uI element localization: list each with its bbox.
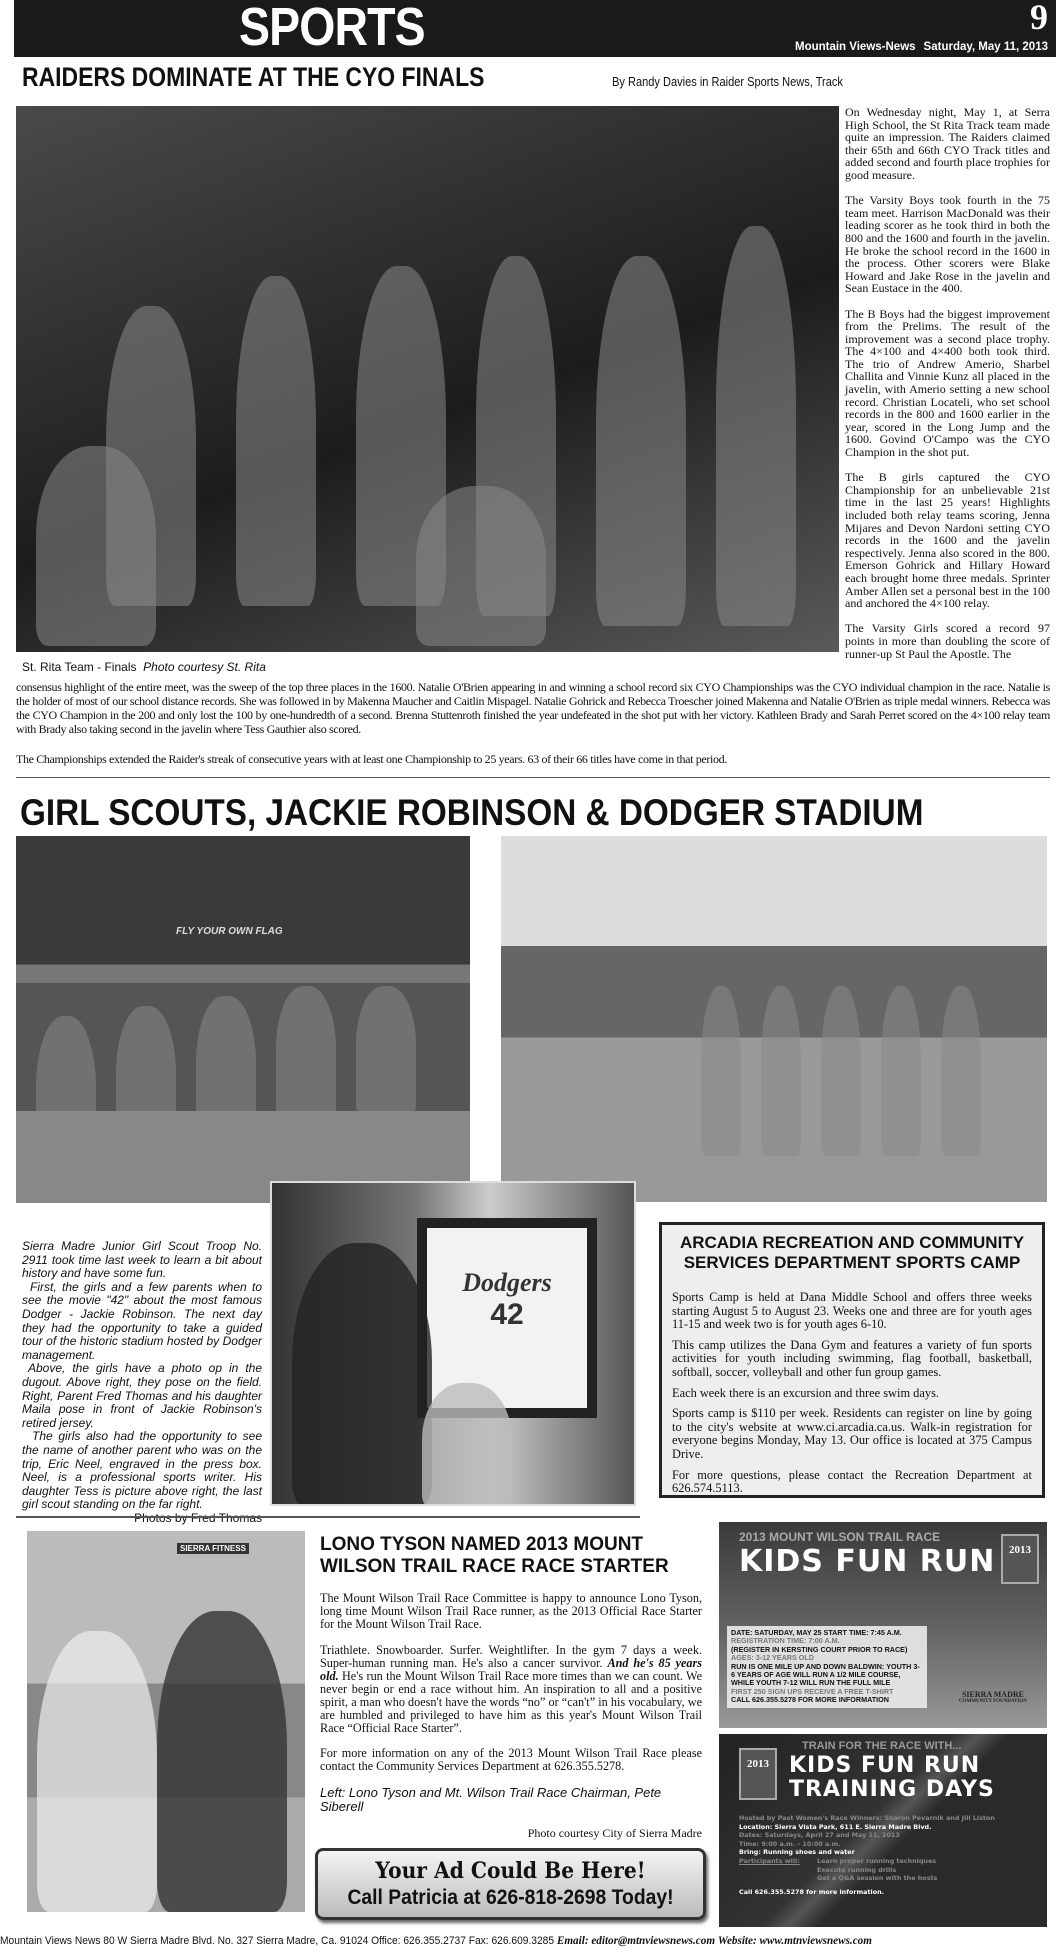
raiders-closing: The Championships extended the Raider's streak of consecutive years with at least one Championship to 25 years. 63 of their 66 titles have come in that period. bbox=[16, 752, 727, 766]
detail-line: Execute running drills bbox=[817, 1865, 897, 1874]
paper-name: Mountain Views-News bbox=[794, 41, 916, 53]
text: Triathlete. Snowboarder. Surfer. Weightlifter. In the gym 7 days a week. Super-human running man. He's also a cancer survivor. bbox=[320, 1642, 702, 1670]
text: He's run the Mount Wilson Trail Race more times than we can count. We never begin or end a race without him. An inspiration to all and a positive spirit, a man who doesn't have the words “no” or “can't” in his vocabulary, we are humbled and privileged to have him as this year's Mount Wilson Trail Race “Official Race Starter”. bbox=[320, 1668, 702, 1735]
paragraph: This camp utilizes the Dana Gym and features a variety of fun sports activities for youth including swimming, flag football, basketball, softball, soccer, volleyball and other fun group games. bbox=[672, 1337, 1032, 1379]
section-header bbox=[14, 0, 1056, 57]
raiders-byline: By Randy Davies in Raider Sports News, Track bbox=[612, 74, 843, 89]
training-days-flyer bbox=[719, 1734, 1047, 1927]
store-sign: SIERRA FITNESS bbox=[177, 1543, 249, 1554]
raiders-continuation: consensus highlight of the entire meet, was the sweep of the top three places in the 1600. Natalie O'Brien appearing in and winning a school record six CYO Championships was the CYO individual champion in the race. Natalie is the holder of most of our school distance records. She was followed in by Makenna Maucher and Caitlin Mispagel. Natalie Gohrick and Rebecca Troescher joined Makenna and Natalie O'Brien as triple medal winners. Rebecca was the CYO Champion in the 200 and only lost the 100 by one-hundredth of a second. Brenna Stuttenroth finished the year undefeated in the shot put with her victory. Kathleen Brady and Sarah Perret scored on the 4×100 relay team with Brady also taking second in the javelin where Tess Gauthier also scored. bbox=[16, 680, 1050, 736]
raiders-column bbox=[845, 106, 1050, 673]
detail-line: Learn proper running techniques bbox=[817, 1856, 937, 1865]
kids-fun-run-flyer bbox=[719, 1522, 1047, 1728]
paragraph: For more questions, please contact the Recreation Department at 626.574.5113. bbox=[672, 1467, 1032, 1496]
section-title: SPORTS bbox=[239, 0, 425, 57]
arcadia-box bbox=[659, 1222, 1045, 1498]
sponsor-sub: COMMUNITY FOUNDATION bbox=[959, 1699, 1027, 1704]
flyer-details bbox=[727, 1626, 927, 1708]
detail-line: AGES: 3-12 YEARS OLD bbox=[731, 1653, 814, 1663]
scouts-caption bbox=[22, 1240, 262, 1525]
arcadia-headline: ARCADIA RECREATION AND COMMUNITY SERVICES DEPARTMENT SPORTS CAMP bbox=[679, 1233, 1025, 1272]
photo-credit: Photo courtesy City of Sierra Madre bbox=[527, 1825, 702, 1840]
photo-credit bbox=[22, 1512, 262, 1526]
paragraph: For more information on any of the 2013 Mount Wilson Trail Race please contact the Community Services Department at 626.355.5278. bbox=[320, 1746, 702, 1774]
flyer-details bbox=[739, 1814, 1029, 1896]
lono-headline: LONO TYSON NAMED 2013 MOUNT WILSON TRAIL RACE RACE STARTER bbox=[320, 1534, 669, 1577]
emphasis-text: And he's 85 years old. bbox=[320, 1655, 702, 1683]
divider bbox=[16, 777, 1050, 778]
footer-address: Mountain Views News 80 W Sierra Madre Blvd. No. 327 Sierra Madre, Ca. 91024 Office: 626.355.2737 Fax: 626.609.3285 bbox=[0, 1935, 555, 1947]
title-line: TRAINING DAYS bbox=[789, 1777, 995, 1802]
footer-email[interactable]: Email: editor@mtnviewsnews.com bbox=[556, 1933, 716, 1947]
race-badge: 2013 bbox=[1001, 1534, 1039, 1584]
flyer-kicker: 2013 MOUNT WILSON TRAIL RACE bbox=[739, 1530, 941, 1544]
detail-line: Location: Sierra Vista Park, 611 E. Sierra Madre Blvd. bbox=[739, 1822, 932, 1831]
detail-line: REGISTRATION TIME: 7:00 A.M. bbox=[731, 1636, 840, 1646]
detail-line: Bring: Running shoes and water bbox=[739, 1848, 855, 1857]
flyer-kicker: TRAIN FOR THE RACE WITH... bbox=[802, 1740, 962, 1752]
caption-text: St. Rita Team - Finals bbox=[22, 660, 137, 674]
page-footer bbox=[0, 1933, 982, 1948]
detail-line: CALL 626.355.5278 FOR MORE INFORMATION bbox=[731, 1695, 889, 1705]
paragraph: The Varsity Girls scored a record 97 points in more than doubling the score of runner-up St Paul the Apostle. The bbox=[845, 621, 1050, 661]
race-badge: 2013 bbox=[739, 1748, 777, 1800]
issue-date: Saturday, May 11, 2013 bbox=[923, 41, 1048, 53]
team-photo-caption bbox=[22, 660, 266, 674]
detail-line: Get a Q&A session with the hosts bbox=[817, 1874, 938, 1883]
page-number: 9 bbox=[1030, 0, 1048, 37]
flyer-title: KIDS FUN RUN bbox=[739, 1544, 996, 1579]
paragraph: Sports camp is $110 per week. Residents can register on line by going to the city's website at www.ci.arcadia.ca.us. Walk-in registration for everyone begins Monday, May 13. Our office is located at 375 Campus Drive. bbox=[672, 1406, 1032, 1461]
scouts-headline: GIRL SCOUTS, JACKIE ROBINSON & DODGER STADIUM bbox=[20, 792, 924, 833]
detail-line: Call 626.355.5278 for more information. bbox=[739, 1887, 885, 1896]
ad-line-1: Your Ad Could Be Here! bbox=[375, 1858, 646, 1884]
jersey-text: Dodgers bbox=[462, 1268, 552, 1297]
jersey-photo bbox=[270, 1181, 636, 1506]
masthead bbox=[787, 41, 1048, 53]
paragraph: Each week there is an excursion and three swim days. bbox=[672, 1385, 939, 1400]
paragraph: The girls also had the opportunity to see the name of another parent who was on the trip, Eric Neel, engraved in the press box. Neel, is a professional sports writer. His daughter Tess is picture above right, the last girl scout standing on the far right. bbox=[22, 1429, 262, 1512]
detail-line: RUN IS ONE MILE UP AND DOWN BALDWIN: YOUTH 3-6 YEARS OF AGE WILL RUN A 1/2 MILE COURSE, WHILE YOUTH 7-12 WILL RUN THE FULL MILE bbox=[731, 1661, 920, 1688]
photo-credit: Photo courtesy St. Rita bbox=[143, 660, 266, 674]
detail-line: (REGISTER IN KERSTING COURT PRIOR TO RACE) bbox=[731, 1644, 908, 1654]
divider bbox=[16, 1516, 640, 1518]
detail-line: FIRST 250 SIGN UPS RECEIVE A FREE T-SHIRT bbox=[731, 1686, 894, 1696]
lono-photo bbox=[27, 1531, 305, 1912]
detail-line: DATE: SATURDAY, MAY 25 START TIME: 7:45 A.M. bbox=[731, 1628, 902, 1637]
team-photo bbox=[16, 106, 839, 652]
jersey-number: 42 bbox=[490, 1298, 524, 1331]
paragraph: First, the girls and a few parents when to see the movie "42" about the most famous Dodger - Jackie Robinson. The next day they had the opportunity to take a guided tour of the historic stadium hosted by Dodger management. bbox=[22, 1279, 262, 1362]
detail-label: Participants will: bbox=[739, 1856, 800, 1865]
flyer-title bbox=[789, 1754, 995, 1802]
paragraph: The B girls captured the CYO Championship for an unbelievable 21st time in the last 25 years! Highlights included both relay teams scoring, Jenna Mijares and Devon Nardoni setting CYO records in the 1600 and the javelin respectively. Jenna also scored in the 800. Emerson Gohrick and Hillary Howard each brought home three medals. Sprinter Amber Allen set a personal best in the 100 and anchored the 4×100 relay. bbox=[845, 470, 1050, 611]
paragraph: On Wednesday night, May 1, at Serra High School, the St Rita Track team made quite an impression. The Raiders claimed their 65th and 66th CYO Track titles and added second and fourth place trophies for good measure. bbox=[845, 105, 1050, 182]
paragraph: The Varsity Boys took fourth in the 75 team meet. Harrison MacDonald was their leading scorer as he took third in both the 800 and the 1600 and fourth in the javelin. He broke the school record in the 1600 in the process. Other scorers were Blake Howard and Jake Rose in the javelin and Sean Eustace in the 400. bbox=[845, 193, 1050, 296]
detail-line: Dates: Saturdays, April 27 and May 11, 2013 bbox=[739, 1831, 900, 1840]
detail-line: Hosted by Past Women's Race Winners: Sharon Pevarnik and Jill Liston bbox=[739, 1814, 995, 1822]
title-line: KIDS FUN RUN bbox=[789, 1753, 981, 1778]
footer-website[interactable]: Website: www.mtnviewsnews.com bbox=[717, 1933, 872, 1947]
raiders-headline: RAIDERS DOMINATE AT THE CYO FINALS bbox=[22, 62, 485, 92]
paragraph: Sports Camp is held at Dana Middle School and offers three weeks starting August 5 to August 23. Weeks one and three are for youth ages 11-15 and week two is for youth ages 6-10. bbox=[672, 1290, 1032, 1332]
paragraph: Above, the girls have a photo op in the dugout. Above right, they pose on the field. Right, Parent Fred Thomas and his daughter Maila pose in front of Jackie Robinson's retired jersey. bbox=[22, 1361, 262, 1430]
sponsor-name: SIERRA MADRE bbox=[961, 1690, 1024, 1699]
dugout-sign: FLY YOUR OWN FLAG bbox=[176, 926, 283, 937]
detail-line: Time: 9:00 a.m. - 10:00 a.m. bbox=[739, 1839, 841, 1848]
paragraph bbox=[320, 1644, 702, 1735]
ad-phone: Call Patricia at 626-818-2698 Today! bbox=[347, 1886, 674, 1909]
paragraph: The B Boys had the biggest improvement from the Prelims. The result of the improvement was a second place trophy. The 4×100 and 4×400 both took third. The trio of Andrew Amerio, Sharbel Challita and Vinnie Kunz all placed in the javelin, with Amerio setting a new school record. Christian Locateli, who set school records in the 800 and 1600 earlier in the year, scored in the Long Jump and the 1600. Govind O'Campo was the CYO Champion in the shot put. bbox=[845, 306, 1050, 460]
sponsor-logo bbox=[959, 1690, 1027, 1704]
lono-caption: Left: Lono Tyson and Mt. Wilson Trail Race Chairman, Pete Siberell bbox=[320, 1784, 662, 1814]
lono-article bbox=[320, 1534, 702, 1841]
paragraph: The Mount Wilson Trail Race Committee is happy to announce Lono Tyson, long time Mount Wilson Trail Race runner, as the 2013 Official Race Starter for the Mount Wilson Trail Race. bbox=[320, 1591, 702, 1631]
stadium-photo bbox=[501, 836, 1047, 1202]
dugout-photo bbox=[16, 836, 470, 1203]
paragraph: Sierra Madre Junior Girl Scout Troop No. 2911 took time last week to learn a bit about history and have some fun. bbox=[22, 1239, 262, 1281]
ad-placeholder[interactable] bbox=[315, 1848, 706, 1920]
